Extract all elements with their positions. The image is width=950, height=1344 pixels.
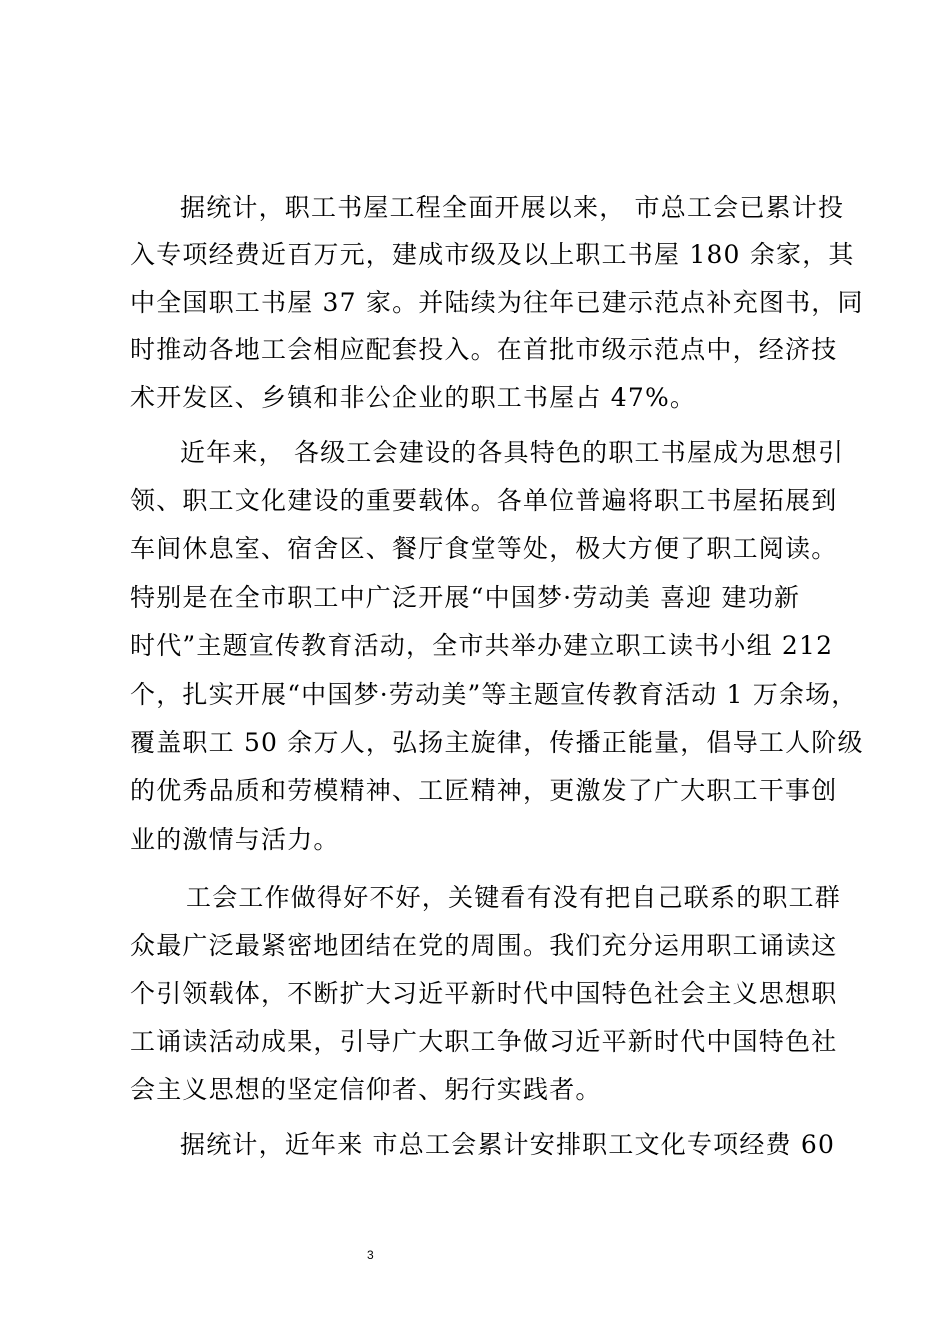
page-number: 3: [367, 1248, 374, 1262]
paragraph-1-line-4: 时推动各地工会相应配套投入。在首批市级示范点中，经济技: [130, 335, 838, 364]
paragraph-2-line-1: 近年来， 各级工会建设的各具特色的职工书屋成为思想引: [180, 438, 845, 467]
paragraph-1-line-5: 术开发区、乡镇和非公企业的职工书屋占 47%。: [130, 383, 697, 412]
paragraph-2-line-8: 的优秀品质和劳模精神、工匠精神，更激发了广大职工干事创: [130, 776, 838, 805]
paragraph-3-line-5: 会主义思想的坚定信仰者、躬行实践者。: [130, 1075, 602, 1104]
paragraph-1-line-3: 中全国职工书屋 37 家。并陆续为往年已建示范点补充图书，同: [130, 288, 864, 317]
paragraph-2-line-5: 时代”主题宣传教育活动，全市共举办建立职工读书小组 212: [130, 631, 834, 660]
paragraph-1-line-2: 入专项经费近百万元，建成市级及以上职工书屋 180 余家，其: [130, 240, 855, 269]
paragraph-2-line-4: 特别是在全市职工中广泛开展“中国梦·劳动美 喜迎 建功新: [130, 583, 801, 612]
paragraph-2-line-9: 业的激情与活力。: [130, 825, 340, 854]
paragraph-2-line-7: 覆盖职工 50 余万人，弘扬主旋律，传播正能量，倡导工人阶级: [130, 728, 864, 757]
paragraph-3-line-3: 个引领载体，不断扩大习近平新时代中国特色社会主义思想职: [130, 979, 838, 1008]
paragraph-3-line-2: 众最广泛最紧密地团结在党的周围。我们充分运用职工诵读这: [130, 931, 838, 960]
paragraph-2-line-2: 领、职工文化建设的重要载体。各单位普遍将职工书屋拓展到: [130, 486, 838, 515]
paragraph-2-line-6: 个，扎实开展“中国梦·劳动美”等主题宣传教育活动 1 万余场，: [130, 680, 858, 709]
paragraph-4-line-1: 据统计，近年来 市总工会累计安排职工文化专项经费 60: [180, 1130, 836, 1159]
paragraph-2-line-3: 车间休息室、宿舍区、餐厅食堂等处，极大方便了职工阅读。: [130, 534, 838, 563]
paragraph-3-line-4: 工诵读活动成果，引导广大职工争做习近平新时代中国特色社: [130, 1027, 838, 1056]
paragraph-1-line-1: 据统计，职工书屋工程全面开展以来， 市总工会已累计投: [180, 193, 845, 222]
paragraph-3-line-1: 工会工作做得好不好，关键看有没有把自己联系的职工群: [186, 883, 842, 912]
